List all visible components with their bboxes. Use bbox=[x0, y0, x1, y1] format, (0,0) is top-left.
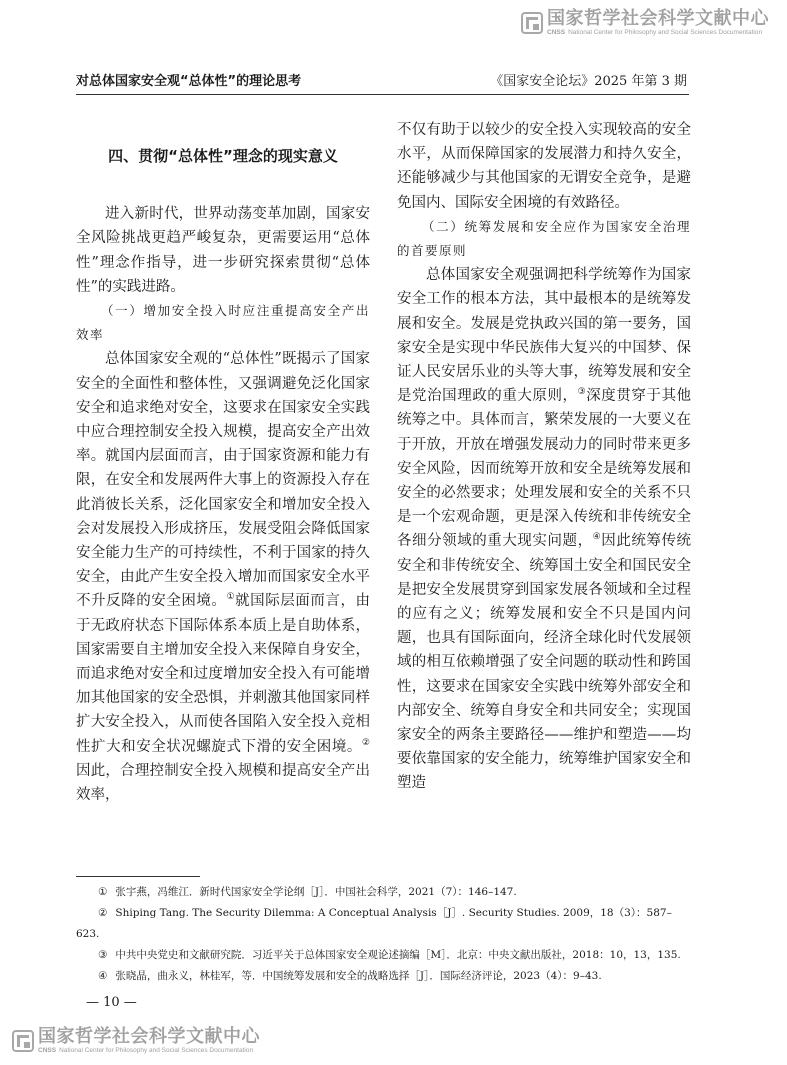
footnote-1 bbox=[76, 882, 690, 903]
paragraph-1-text-b: 就国际层面而言，由于无政府状态下国际体系本质上是自助体系，国家需要自主增加安全投入来保障自身安全，而追求绝对安全和过度增加安全投入有可能增加其他国家的安全恐惧，并刺激其他国家同样扩大安全投入，从而使各国陷入安全投入竞相性扩大和安全状况螺旋式下滑的安全困境。 bbox=[76, 593, 370, 755]
footnotes bbox=[76, 882, 690, 987]
paragraph-1-text-a: 总体国家安全观的“总体性”既揭示了国家安全的全面性和整体性，又强调避免泛化国家安全和追求绝对安全，这要求在国家安全实践中应合理控制安全投入规模，提高安全产出效率。就国内层面而言，由于国家资源和能力有限，在安全和发展两件大事上的资源投入存在此消彼长关系，泛化国家安全和增加安全投入会对发展投入形成挤压，发展受阻会降低国家安全能力生产的可持续性，不利于国家的持久安全，由此产生安全投入增加而国家安全水平不升反降的安全困境。 bbox=[76, 351, 370, 610]
logo-footer bbox=[12, 1028, 260, 1055]
logo-icon bbox=[521, 12, 543, 34]
paragraph-2-text-a: 总体国家安全观强调把科学统筹作为国家安全工作的根本方法，其中最根本的是统筹发展和安全。发展是党执政兴国的第一要务，国家安全是实现中华民族伟大复兴的中国梦、保证人民安居乐业的头等大事，统筹发展和安全是党治国理政的重大原则， bbox=[397, 267, 691, 405]
footnote-4 bbox=[76, 966, 690, 987]
header-divider bbox=[76, 94, 689, 95]
subsection-heading-2: （二）统筹发展和安全应作为国家安全治理的首要原则 bbox=[397, 218, 691, 259]
running-header-title: 对总体国家安全观“总体性”的理论思考 bbox=[76, 74, 302, 89]
footnote-divider bbox=[76, 876, 200, 877]
logo-name-en: National Center for Philosophy and Social Sciences Documentation bbox=[568, 29, 763, 36]
logo-abbr: CNSS bbox=[547, 29, 566, 36]
footnote-ref-1[interactable]: ① bbox=[226, 592, 236, 603]
footnote-number: ③ bbox=[98, 949, 108, 961]
paragraph-2 bbox=[397, 263, 691, 795]
logo-name-zh: 国家哲学社会科学文献中心 bbox=[547, 8, 769, 29]
logo-icon bbox=[12, 1030, 34, 1052]
footnote-text: 张宇燕，冯维江．新时代国家安全学论纲［J］．中国社会科学，2021（7）：146–147. bbox=[115, 886, 517, 898]
running-header-journal: 《国家安全论坛》2025 年第 3 期 bbox=[490, 74, 687, 89]
page-number: — 10 — bbox=[86, 995, 137, 1010]
footnote-3 bbox=[76, 945, 690, 966]
logo-name-zh: 国家哲学社会科学文献中心 bbox=[38, 1026, 260, 1047]
paragraph-1-text-c: 因此，合理控制安全投入规模和提高安全产出效率， bbox=[76, 762, 370, 804]
footnote-number: ① bbox=[98, 886, 108, 898]
right-column bbox=[397, 118, 691, 796]
logo-header bbox=[521, 10, 769, 37]
paragraph-1-continued: 不仅有助于以较少的安全投入实现较高的安全水平，从而保障国家的发展潜力和持久安全，还能够减少与其他国家的无谓安全竞争，是避免国内、国际安全困境的有效路径。 bbox=[397, 122, 691, 211]
intro-paragraph: 进入新时代，世界动荡变革加剧，国家安全风险挑战更趋严峻复杂，更需要运用“总体性”理念作指导，进一步研究探索贯彻“总体性”的实践进路。 bbox=[76, 206, 370, 295]
subsection-heading-1: （一）增加安全投入时应注重提高安全产出效率 bbox=[76, 303, 370, 343]
footnote-number: ② bbox=[98, 907, 108, 919]
footnote-ref-3[interactable]: ③ bbox=[577, 387, 587, 398]
paragraph-2-text-c: 因此统筹传统安全和非传统安全、统筹国土安全和国民安全是把安全发展贯穿到国家发展各领域和全过程的应有之义；统筹发展和安全不只是国内问题，也具有国际面向，经济全球化时代发展领域的相互依赖增强了安全问题的联动性和跨国性，这要求在国家安全实践中统筹外部安全和内部安全、统筹自身安全和共同安全；实现国家安全的两条主要路径——维护和塑造——均要依靠国家的安全能力，统筹维护国家安全和塑造 bbox=[397, 533, 692, 792]
footnote-ref-4[interactable]: ④ bbox=[592, 532, 602, 543]
footnote-text: 中共中央党史和文献研究院．习近平关于总体国家安全观论述摘编［M］．北京：中央文献出版社，2018：10，13，135. bbox=[115, 949, 681, 961]
paragraph-2-text-b: 深度贯穿于其他统筹之中。具体而言，繁荣发展的一大要义在于开放，开放在增强发展动力的同时带来更多安全风险，因而统筹开放和安全是统筹发展和安全的必然要求；处理发展和安全的关系不只是一个宏观命题，更是深入传统和非传统安全各细分领域的重大现实问题， bbox=[397, 388, 692, 550]
footnote-text: 张晓晶，曲永义，林桂军，等．中国统筹发展和安全的战略选择［J］．国际经济评论，2023（4）：9–43. bbox=[115, 970, 602, 982]
left-column bbox=[76, 140, 370, 807]
footnote-ref-2[interactable]: ② bbox=[361, 737, 370, 748]
footnote-2 bbox=[76, 903, 690, 945]
footnote-number: ④ bbox=[98, 970, 108, 982]
paragraph-1 bbox=[76, 347, 370, 807]
footnote-text: Shiping Tang. The Security Dilemma: A Conceptual Analysis［J］. Security Studies. 2009，18（3）：587–623. bbox=[76, 907, 672, 940]
section-title: 四、贯彻“总体性”理念的现实意义 bbox=[108, 147, 338, 165]
logo-abbr: CNSS bbox=[38, 1047, 57, 1054]
logo-name-en: National Center for Philosophy and Social Sciences Documentation bbox=[59, 1047, 254, 1054]
